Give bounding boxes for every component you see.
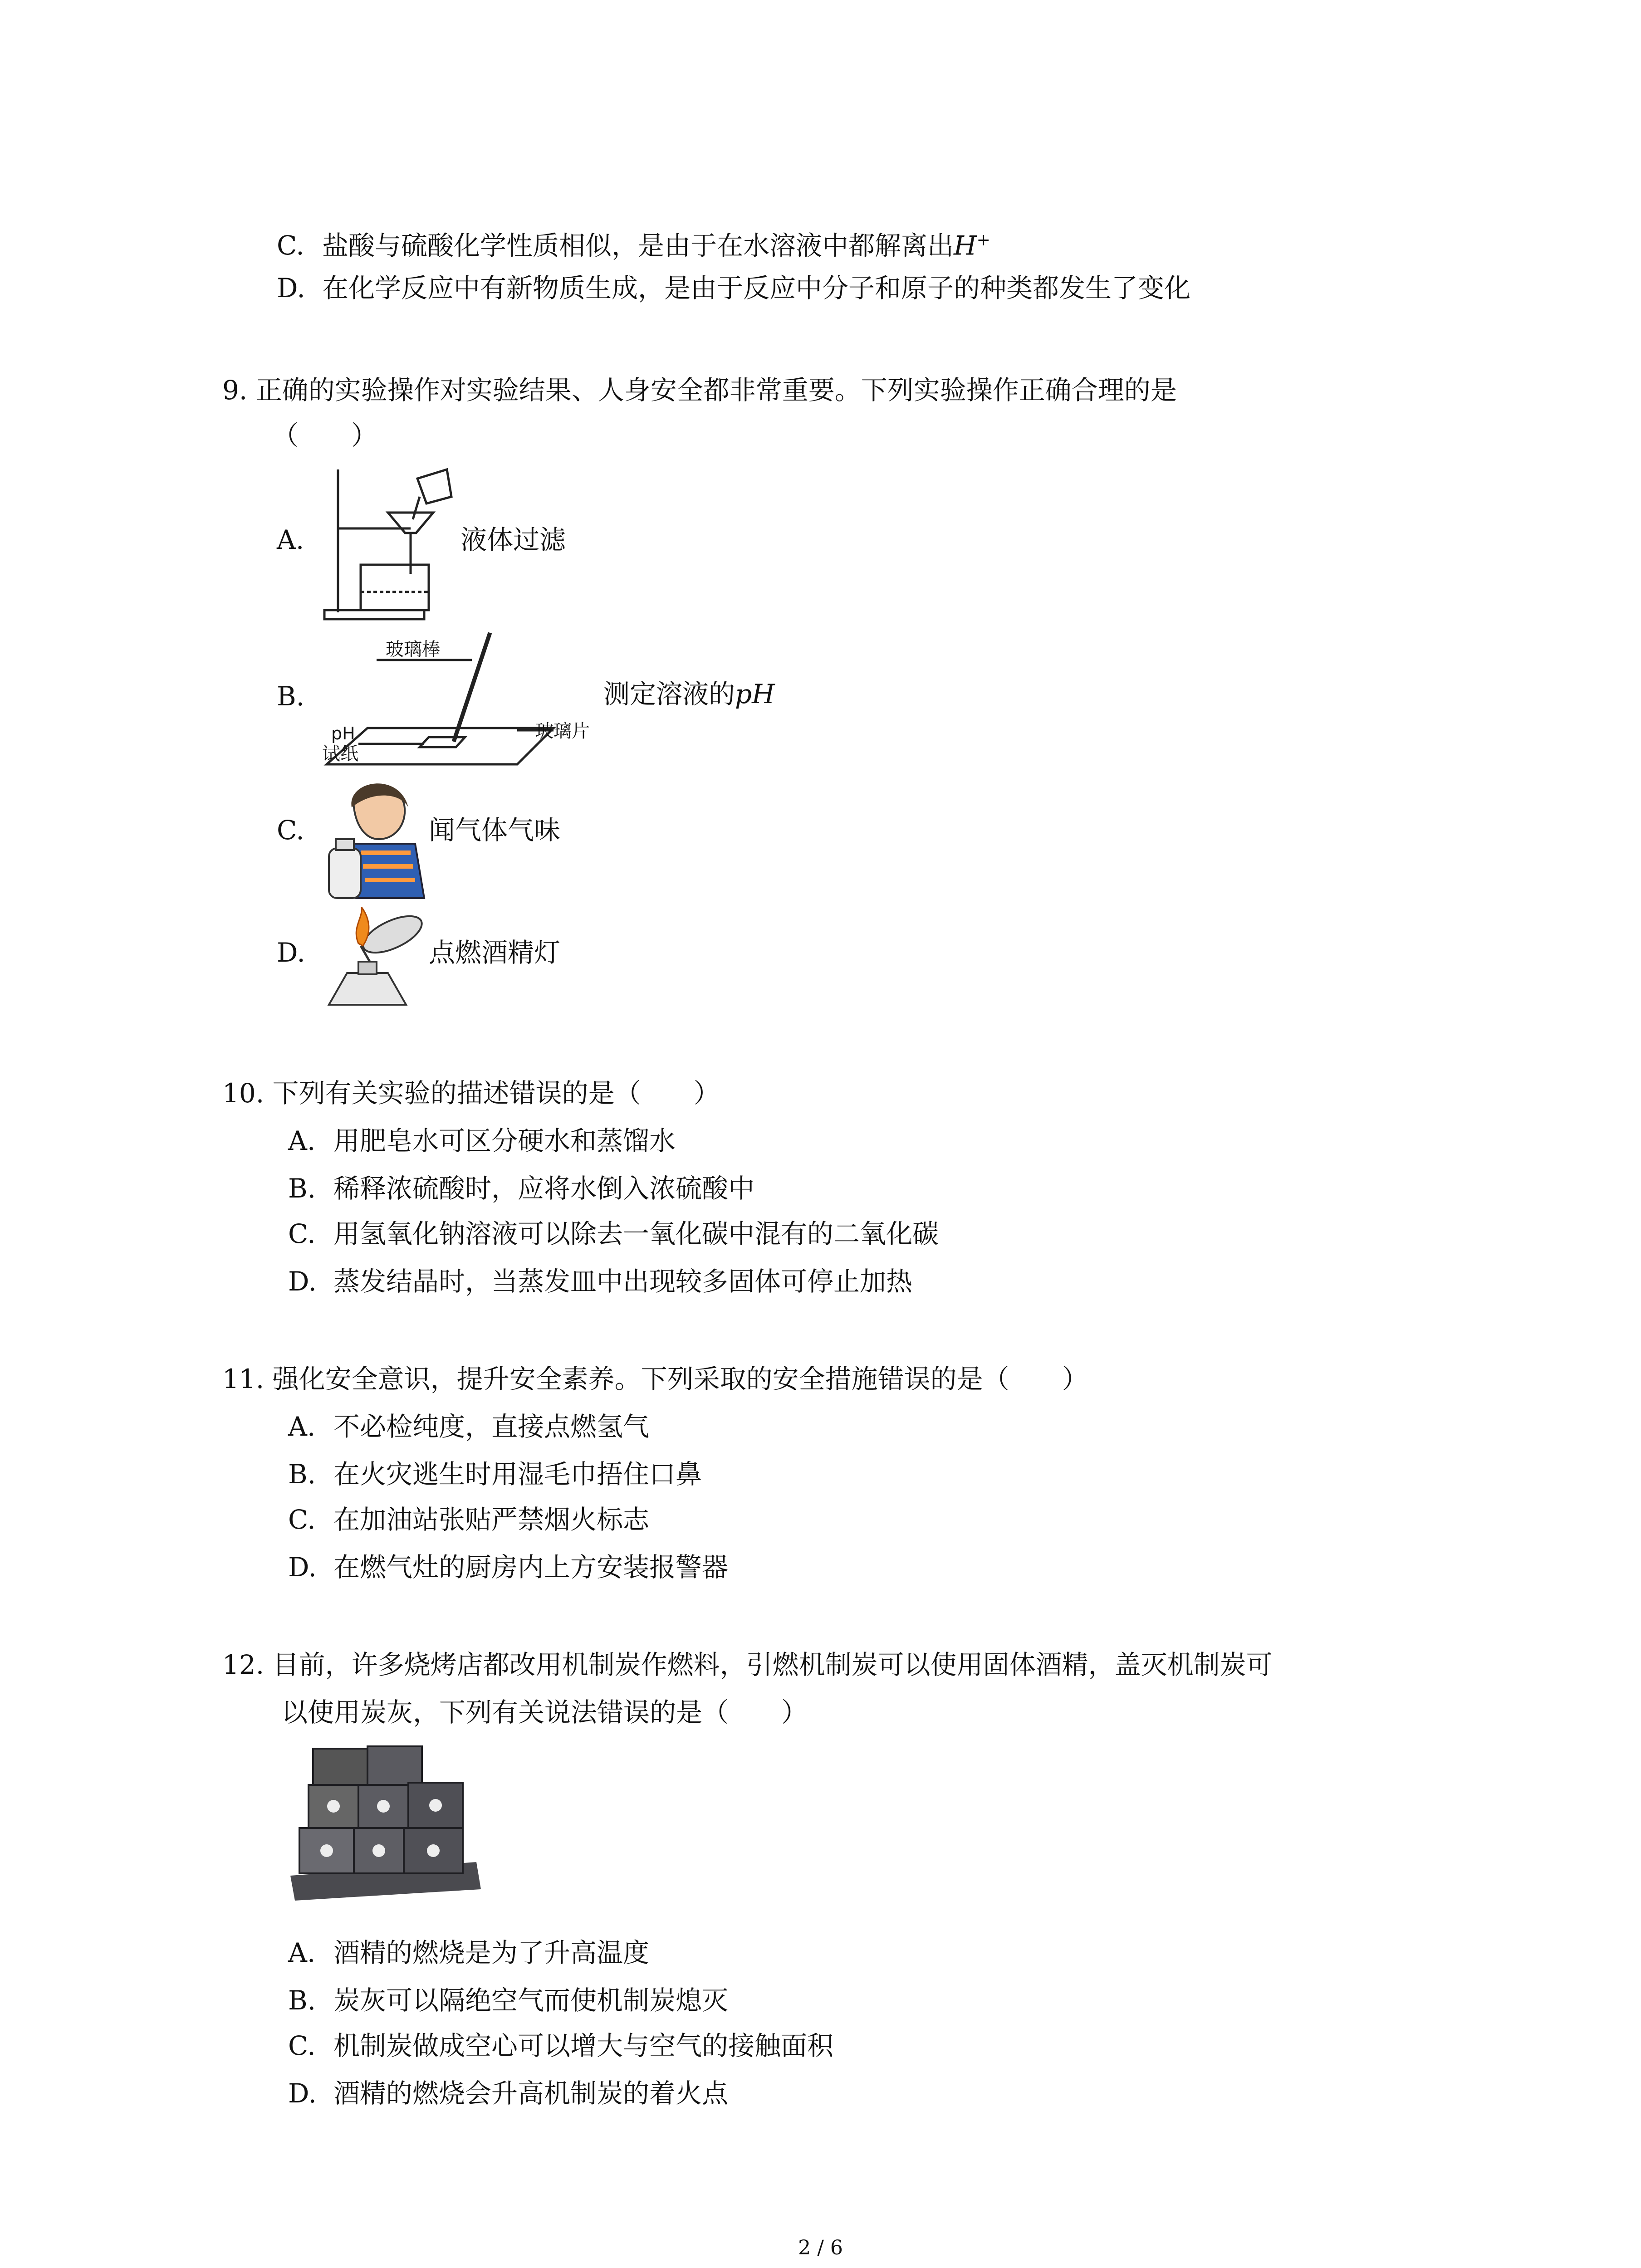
q11-option-a [288,1408,649,1445]
option-text: 酒精的燃烧会升高机制炭的着火点 [333,2078,729,2109]
alcohol-lamp-figure [320,900,429,1014]
option-letter: D. [288,2078,317,2109]
option-letter: A. [288,1937,316,1968]
option-text: 不必检纯度，直接点燃氢气 [333,1411,650,1442]
formula-superscript: + [976,231,990,249]
q12-stem-line2: 以使用炭灰，下列有关说法错误的是（ ） [281,1697,808,1728]
option-text: 机制炭做成空心可以增大与空气的接触面积 [333,2030,834,2061]
q9-stem: 9. 正确的实验操作对实验结果、人身安全都非常重要。下列实验操作正确合理的是 [222,375,1177,406]
q11-option-b [288,1456,702,1492]
option-letter: C. [288,1504,316,1535]
q9-option-a-text: 液体过滤 [460,524,566,555]
slide-label: 玻璃片 [535,721,590,742]
q9-option-d-text: 点燃酒精灯 [429,937,561,968]
option-text: 酒精的燃烧是为了升高温度 [333,1937,650,1968]
q9-option-a-letter: A. [277,524,304,555]
q12-option-c [288,2028,833,2064]
ph-paper-label-2: 试纸 [322,743,358,764]
filtration-figure [320,460,456,624]
q11-option-d [288,1549,728,1585]
option-letter: D. [288,1552,317,1583]
option-text: 在加油站张贴严禁烟火标志 [333,1504,650,1535]
q10-stem: 10. 下列有关实验的描述错误的是（ ） [222,1078,720,1109]
option-letter: D. [277,273,305,303]
ph-paper-label-1: pH [331,723,355,743]
q10-option-b [288,1170,754,1207]
option-text: 测定溶液的 [603,679,735,709]
option-text: 用氢氧化钠溶液可以除去一氧化碳中混有的二氧化碳 [333,1218,939,1249]
option-text: 在火灾逃生时用湿毛巾捂住口鼻 [333,1459,702,1490]
option-text: 稀释浓硫酸时，应将水倒入浓硫酸中 [333,1173,755,1204]
option-letter: A. [288,1125,316,1156]
q12-option-a [288,1935,649,1971]
q9-option-b-text [603,676,775,712]
page-number: 2 / 6 [798,2236,843,2259]
option-letter: C. [288,1218,316,1249]
q12-stem-line1: 12. 目前，许多烧烤店都改用机制炭作燃料，引燃机制炭可以使用固体酒精，盖灭机制炭可 [222,1649,1273,1680]
q8-option-d [277,270,1190,306]
option-letter: C. [288,2030,316,2061]
option-text: 在化学反应中有新物质生成，是由于反应中分子和原子的种类都发生了变化 [322,273,1191,303]
q8-option-c [277,222,990,264]
q11-stem: 11. 强化安全意识，提升安全素养。下列采取的安全措施错误的是（ ） [222,1364,1088,1394]
option-text: 用肥皂水可区分硬水和蒸馏水 [333,1125,676,1156]
option-letter: B. [288,1985,316,2016]
q12-option-d [288,2075,728,2112]
q11-option-c [288,1501,649,1538]
ph-test-figure [318,628,617,778]
q9-option-b-letter: B. [277,681,305,712]
option-letter: B. [288,1459,316,1490]
q9-option-c-text: 闻气体气味 [429,815,561,846]
option-text: 炭灰可以隔绝空气而使机制炭熄灭 [333,1985,729,2016]
formula: pH [735,679,775,709]
option-letter: A. [288,1411,316,1442]
option-letter: C. [277,230,304,261]
option-text: 在燃气灶的厨房内上方安装报警器 [333,1552,729,1583]
q12-option-b [288,1982,728,2019]
rod-label: 玻璃棒 [386,639,440,660]
option-text: 蒸发结晶时，当蒸发皿中出现较多固体可停止加热 [333,1266,913,1297]
option-text: 盐酸与硫酸化学性质相似，是由于在水溶液中都解离出 [322,230,954,261]
q9-stem-bracket: （ ） [272,420,378,451]
charcoal-briquettes-image [281,1740,485,1907]
option-letter: D. [288,1266,317,1297]
q10-option-a [288,1123,676,1159]
q9-option-d-letter: D. [277,937,305,968]
formula: H [954,230,977,261]
smelling-gas-figure [320,776,429,903]
q9-option-c-letter: C. [277,815,304,846]
option-letter: B. [288,1173,316,1204]
q10-option-d [288,1263,912,1300]
q10-option-c [288,1216,939,1252]
